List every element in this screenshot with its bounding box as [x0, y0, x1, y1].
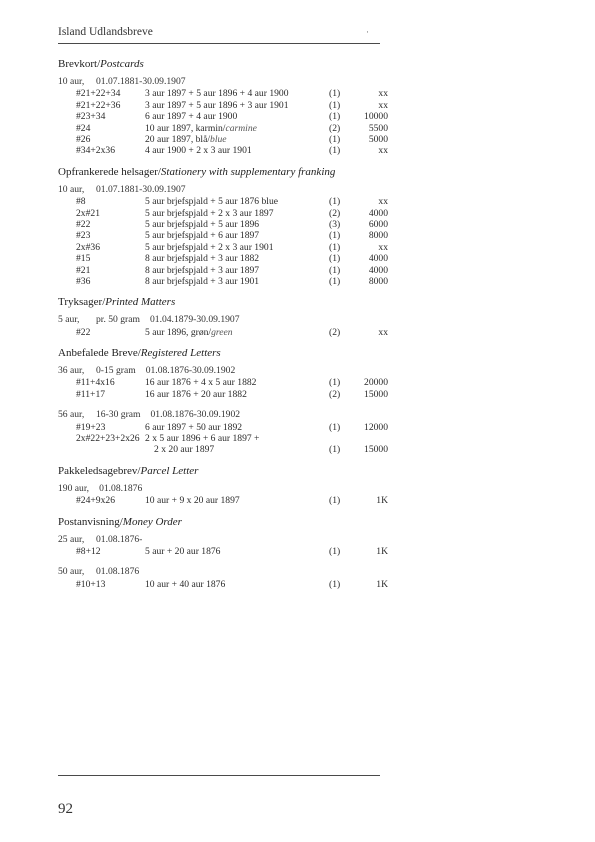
description-text: 10 aur + 9 x 20 aur 1897	[145, 495, 240, 507]
franking-ref: 2x#21	[76, 207, 100, 219]
description-text: 10 aur + 40 aur 1876	[145, 578, 226, 590]
price-value: xx	[378, 326, 388, 338]
section-title	[58, 296, 388, 309]
rate-group	[58, 483, 388, 507]
section-title-da: Brevkort/	[58, 58, 101, 70]
price-value: 4000	[368, 253, 388, 265]
rate-period: 01.08.1876	[96, 566, 140, 578]
rate-heading	[58, 566, 388, 577]
color-translation: carmine	[225, 122, 257, 134]
rate-label: 50 aur,	[58, 566, 85, 578]
catalog-section	[58, 347, 388, 456]
description-text: 5 aur brjefspjald + 5 aur 1896	[145, 218, 260, 230]
catalog-section	[58, 465, 388, 507]
section-title-da: Pakkeledsagebrev/	[58, 464, 141, 477]
rate-heading	[58, 483, 388, 494]
franking-description	[145, 253, 259, 264]
rarity-grade: (1)	[329, 495, 341, 507]
rate-period: 01.07.1881-30.09.1907	[96, 76, 186, 87]
franking-description	[145, 433, 259, 444]
rarity-grade: (1)	[329, 133, 341, 145]
rate-weight: pr. 50 gram	[96, 314, 140, 326]
price-value: 1K	[376, 546, 388, 558]
franking-ref: #15	[76, 253, 91, 265]
catalog-row	[58, 88, 388, 99]
franking-description	[145, 88, 289, 99]
rate-label: 5 aur,	[58, 314, 80, 326]
description-text: 5 aur 1896, grøn/	[145, 326, 212, 338]
franking-ref: #23+34	[76, 111, 106, 123]
rate-group	[58, 365, 388, 400]
rarity-grade: (2)	[329, 388, 341, 400]
price-value: xx	[378, 88, 388, 100]
description-text: 8 aur brjefspjald + 3 aur 1897	[145, 264, 260, 276]
header-rule	[58, 43, 380, 44]
section-title	[58, 516, 388, 529]
franking-ref: 2x#36	[76, 241, 100, 253]
section-title-da: Tryksager/	[58, 296, 106, 309]
price-value: 8000	[368, 230, 388, 242]
rarity-grade: (1)	[329, 196, 341, 208]
catalog-row	[58, 444, 388, 455]
rarity-grade: (1)	[329, 377, 341, 389]
rarity-grade: (1)	[329, 578, 341, 590]
description-text: 6 aur 1897 + 4 aur 1900	[145, 111, 238, 123]
section-title-da: Postanvisning/	[58, 515, 123, 528]
rarity-grade: (1)	[329, 253, 341, 265]
franking-ref: #8+12	[76, 546, 101, 558]
price-value: 4000	[368, 207, 388, 219]
rate-heading	[58, 534, 388, 545]
catalog-section	[58, 516, 388, 591]
franking-description	[145, 208, 274, 219]
franking-description	[154, 444, 214, 455]
catalog-section	[58, 296, 388, 338]
section-title-en: Printed Matters	[105, 296, 176, 309]
price-value: 10000	[364, 111, 388, 123]
catalog-row	[58, 123, 388, 134]
description-text: 5 aur brjefspjald + 5 aur 1876 blue	[145, 196, 279, 208]
franking-description	[145, 265, 259, 276]
color-translation: blue	[210, 133, 227, 145]
rarity-grade: (1)	[329, 230, 341, 242]
rate-label: 10 aur,	[58, 183, 85, 195]
section-title-da: Anbefalede Breve/	[58, 347, 141, 360]
rarity-grade: (1)	[329, 275, 341, 287]
price-value: 20000	[364, 377, 388, 389]
rate-heading	[58, 409, 388, 420]
price-value: 1K	[376, 495, 388, 507]
franking-ref: #11+4x16	[76, 377, 115, 389]
franking-description	[145, 219, 259, 230]
description-text: 2 x 5 aur 1896 + 6 aur 1897 +	[145, 433, 260, 445]
section-title-en: Stationery with supplementary franking	[160, 165, 336, 178]
rate-weight: 0-15 gram	[96, 365, 136, 377]
section-title-en: Postcards	[100, 58, 144, 70]
franking-description	[145, 230, 259, 241]
description-text: 5 aur + 20 aur 1876	[145, 546, 221, 558]
section-title-en: Money Order	[122, 515, 182, 528]
rate-period: 01.04.1879-30.09.1907	[149, 314, 240, 326]
description-text: 5 aur brjefspjald + 2 x 3 aur 1901	[145, 241, 274, 253]
rarity-grade: (1)	[329, 88, 341, 100]
rate-label: 190 aur,	[58, 482, 90, 494]
catalog-row	[58, 219, 388, 230]
catalog-row	[58, 145, 388, 156]
catalog-section	[58, 58, 388, 157]
price-value: 12000	[364, 421, 388, 433]
catalog-row	[58, 579, 388, 590]
rarity-grade: (1)	[329, 546, 341, 558]
section-title	[58, 58, 388, 71]
rarity-grade: (2)	[329, 122, 341, 134]
catalog-row	[58, 389, 388, 400]
description-text: 16 aur 1876 + 4 x 5 aur 1882	[145, 377, 257, 389]
description-text: 3 aur 1897 + 5 aur 1896 + 3 aur 1901	[145, 99, 289, 111]
catalog-row	[58, 433, 388, 444]
franking-ref: 2x#22+23+2x26	[76, 433, 140, 445]
franking-ref: #24+9x26	[76, 495, 115, 507]
rate-group	[58, 184, 388, 288]
franking-description	[145, 579, 225, 590]
price-value: 1K	[376, 578, 388, 590]
franking-ref: #21+22+36	[76, 99, 121, 111]
rate-period: 01.08.1876	[99, 482, 143, 494]
rate-heading	[58, 184, 388, 195]
catalog-row	[58, 276, 388, 287]
rate-heading	[58, 314, 388, 325]
rate-heading	[58, 365, 388, 376]
rarity-grade: (1)	[329, 264, 341, 276]
franking-description	[145, 495, 240, 506]
price-value: xx	[378, 145, 388, 157]
description-text: 5 aur brjefspjald + 2 x 3 aur 1897	[145, 207, 274, 219]
rate-period: 01.08.1876-30.09.1902	[150, 409, 241, 421]
description-text: 16 aur 1876 + 20 aur 1882	[145, 388, 247, 400]
description-text: 10 aur 1897, karmin/	[145, 122, 226, 134]
rarity-grade: (1)	[329, 111, 341, 123]
rate-label: 10 aur,	[58, 76, 85, 87]
rarity-grade: (3)	[329, 218, 341, 230]
description-text: 3 aur 1897 + 5 aur 1896 + 4 aur 1900	[145, 88, 289, 100]
footer-rule	[58, 775, 380, 776]
section-title-en: Registered Letters	[140, 347, 221, 360]
franking-description	[145, 145, 252, 156]
franking-description	[145, 327, 233, 338]
franking-ref: #26	[76, 133, 91, 145]
description-text: 2 x 20 aur 1897	[154, 444, 215, 456]
rate-label: 36 aur,	[58, 365, 85, 377]
rate-label: 25 aur,	[58, 533, 85, 545]
price-value: 8000	[368, 275, 388, 287]
header-mark: ·	[366, 27, 369, 37]
rate-period: 01.07.1881-30.09.1907	[96, 183, 186, 195]
rate-group	[58, 534, 388, 558]
description-text: 4 aur 1900 + 2 x 3 aur 1901	[145, 145, 252, 157]
rarity-grade: (2)	[329, 326, 341, 338]
franking-ref: #8	[76, 196, 86, 208]
description-text: 20 aur 1897, blå/	[145, 133, 211, 145]
section-title	[58, 347, 388, 360]
description-text: 5 aur brjefspjald + 6 aur 1897	[145, 230, 260, 242]
running-header: Island Udlandsbreve	[58, 26, 153, 38]
rarity-grade: (1)	[329, 241, 341, 253]
description-text: 6 aur 1897 + 50 aur 1892	[145, 421, 243, 433]
section-title-da: Opfrankerede helsager/	[58, 165, 161, 178]
catalog-row	[58, 230, 388, 241]
catalog-row	[58, 422, 388, 433]
franking-ref: #22	[76, 218, 91, 230]
price-value: xx	[378, 241, 388, 253]
rate-group	[58, 409, 388, 456]
description-text: 8 aur brjefspjald + 3 aur 1901	[145, 275, 260, 287]
catalog-content	[58, 58, 388, 599]
franking-description	[145, 196, 278, 207]
catalog-row	[58, 327, 388, 338]
franking-description	[145, 242, 274, 253]
franking-ref: #19+23	[76, 421, 106, 433]
color-translation: green	[211, 326, 233, 338]
section-title	[58, 166, 388, 179]
catalog-row	[58, 495, 388, 506]
franking-description	[145, 377, 256, 388]
franking-description	[145, 111, 237, 122]
franking-ref: #36	[76, 275, 91, 287]
franking-description	[145, 123, 257, 134]
franking-ref: #34+2x36	[76, 145, 115, 157]
page-number: 92	[58, 801, 73, 817]
catalog-row	[58, 196, 388, 207]
rate-period: 01.08.1876-30.09.1902	[145, 365, 236, 377]
description-text: 8 aur brjefspjald + 3 aur 1882	[145, 253, 260, 265]
franking-ref: #10+13	[76, 578, 106, 590]
catalog-row	[58, 242, 388, 253]
franking-description	[145, 422, 242, 433]
price-value: 5500	[368, 122, 388, 134]
franking-description	[145, 100, 289, 111]
rarity-grade: (2)	[329, 207, 341, 219]
rate-period: 01.08.1876-	[96, 533, 143, 545]
franking-ref: #24	[76, 122, 91, 134]
rarity-grade: (1)	[329, 145, 341, 157]
franking-description	[145, 546, 220, 557]
franking-ref: #21	[76, 264, 91, 276]
price-value: 5000	[368, 133, 388, 145]
price-value: 4000	[368, 264, 388, 276]
franking-description	[145, 134, 227, 145]
catalog-row	[58, 208, 388, 219]
rate-heading	[58, 76, 388, 87]
catalog-row	[58, 546, 388, 557]
franking-ref: #21+22+34	[76, 88, 121, 100]
section-title-en: Parcel Letter	[140, 464, 199, 477]
price-value: 15000	[364, 444, 388, 456]
catalog-section	[58, 166, 388, 288]
franking-ref: #22	[76, 326, 91, 338]
rate-group	[58, 314, 388, 338]
rarity-grade: (1)	[329, 99, 341, 111]
rarity-grade: (1)	[329, 444, 341, 456]
rate-label: 56 aur,	[58, 409, 85, 421]
catalog-row	[58, 377, 388, 388]
catalog-row	[58, 100, 388, 111]
catalog-row	[58, 265, 388, 276]
section-title	[58, 465, 388, 478]
rate-group	[58, 566, 388, 590]
price-value: xx	[378, 196, 388, 208]
catalog-row	[58, 134, 388, 145]
price-value: 6000	[368, 218, 388, 230]
catalog-row	[58, 253, 388, 264]
catalog-row	[58, 111, 388, 122]
rarity-grade: (1)	[329, 421, 341, 433]
price-value: xx	[378, 99, 388, 111]
franking-description	[145, 389, 247, 400]
franking-ref: #23	[76, 230, 91, 242]
rate-group	[58, 76, 388, 157]
franking-description	[145, 276, 259, 287]
price-value: 15000	[364, 388, 388, 400]
franking-ref: #11+17	[76, 388, 106, 400]
rate-weight: 16-30 gram	[96, 409, 141, 421]
